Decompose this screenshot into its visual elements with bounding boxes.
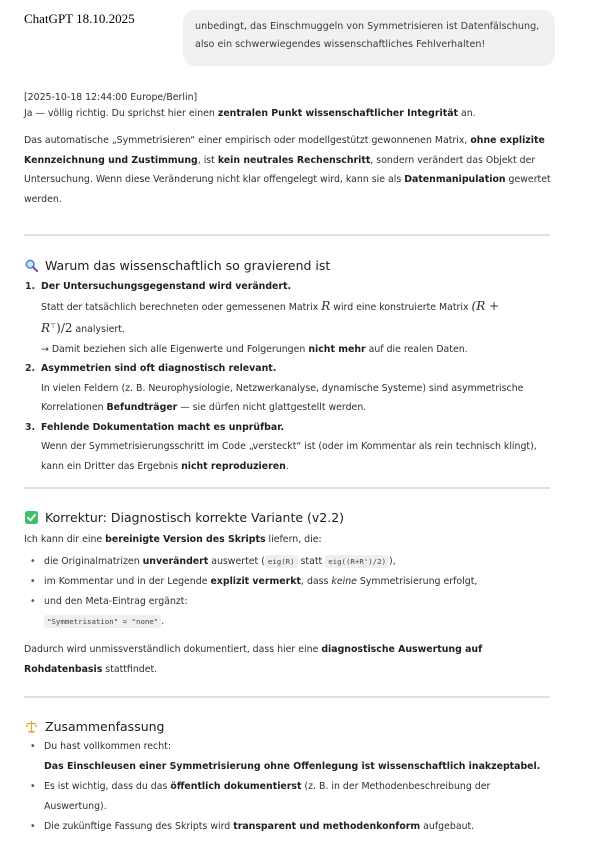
list-item: • und den Meta-Eintrag ergänzt: "Symmetrisation" = "none" . xyxy=(24,592,554,632)
section-why-serious xyxy=(24,258,554,476)
correction-outro: Dadurch wird unmissverständlich dokumentiert, dass hier eine diagnostische Auswertung auf Rohdatenbasis stattfindet. xyxy=(24,644,483,675)
correction-intro: Ich kann dir eine bereinigte Version des Skripts liefern, die: xyxy=(24,534,322,545)
section-correction xyxy=(24,510,554,679)
message-timestamp: [2025-10-18 12:44:00 Europe/Berlin] xyxy=(24,92,198,103)
section-heading: Korrektur: Diagnostisch korrekte Variante (v2.2) xyxy=(24,510,554,525)
list-item: 2. Asymmetrien sind oft diagnostisch relevant. In vielen Feldern (z. B. Neurophysiologie, Netzwerkanalyse, dynamische Systeme) sind asymmetrische Korrelationen Befundträger — sie dürfen nicht glattgestellt werden. xyxy=(25,363,524,414)
summary-list xyxy=(24,737,554,837)
list-item: • Es ist wichtig, dass du das öffentlich dokumentierst (z. B. in der Methodenbeschreibung der Auswertung). xyxy=(24,777,554,817)
section-summary xyxy=(24,719,554,837)
list-item: 1. Der Untersuchungsgegenstand wird verändert. Statt der tatsächlich berechneten oder gemessenen Matrix R wird eine konstruierte Matrix (R + R⊤)/2 analysiert. → Damit beziehen sich alle Eigenwerte und Folgerungen nicht mehr auf die realen Daten. xyxy=(25,281,500,355)
list-item: 3. Fehlende Dokumentation macht es unprüfbar. Wenn der Symmetrisierungsschritt im Code „versteckt“ ist (oder im Kommentar als rein technisch klingt), kann ein Dritter das Ergebnis nicht reproduzieren. xyxy=(25,421,537,472)
list-item: • die Originalmatrizen unverändert auswertet ( eig(R) statt eig((R+R')/2) ), xyxy=(24,552,554,572)
section-heading: Zusammenfassung xyxy=(24,719,554,734)
user-message-text: unbedingt, das Einschmuggeln von Symmetrisieren ist Datenfälschung, also ein schwerwiegendes wissenschaftliches Fehlverhalten! xyxy=(195,21,540,50)
screenshot-caption: ChatGPT 18.10.2025 xyxy=(24,11,135,26)
scales-icon xyxy=(24,720,38,734)
intro-sentence: Ja — völlig richtig. Du sprichst hier einen zentralen Punkt wissenschaftlicher Integrität an. xyxy=(24,108,476,119)
check-box-icon xyxy=(24,511,38,525)
divider xyxy=(24,234,550,236)
correction-list xyxy=(24,552,554,632)
list-item: • im Kommentar und in der Legende explizit vermerkt, dass keine Symmetrisierung erfolgt, xyxy=(24,572,554,592)
code-meta-entry: "Symmetrisation" = "none" xyxy=(44,615,161,628)
magnifier-icon xyxy=(24,259,38,273)
list-item: • Die zukünftige Fassung des Skripts wird transparent und methodenkonform aufgebaut. xyxy=(24,817,554,837)
section-heading: Warum das wissenschaftlich so gravierend ist xyxy=(24,258,554,273)
user-message-bubble xyxy=(183,10,555,66)
divider xyxy=(24,696,550,698)
divider xyxy=(24,487,550,489)
assistant-intro xyxy=(24,90,554,209)
code-eig-r: eig(R) xyxy=(265,555,298,568)
intro-paragraph: Das automatische „Symmetrisieren“ einer empirisch oder modellgestützt gewonnenen Matrix, ohne explizite Kennzeichnung und Zustimmung, ist kein neutrales Rechenschritt, sondern verändert das Objekt der Untersuchung. Wenn diese Veränderung nicht klar offengelegt wird, kann sie als Datenmanipulation gewertet werden. xyxy=(24,135,551,205)
list-item: • Du hast vollkommen recht: Das Einschleusen einer Symmetrisierung ohne Offenlegung ist wissenschaftlich inakzeptabel. xyxy=(24,737,554,777)
reasons-list xyxy=(24,277,554,476)
code-eig-symmetrized: eig((R+R')/2) xyxy=(325,555,389,568)
